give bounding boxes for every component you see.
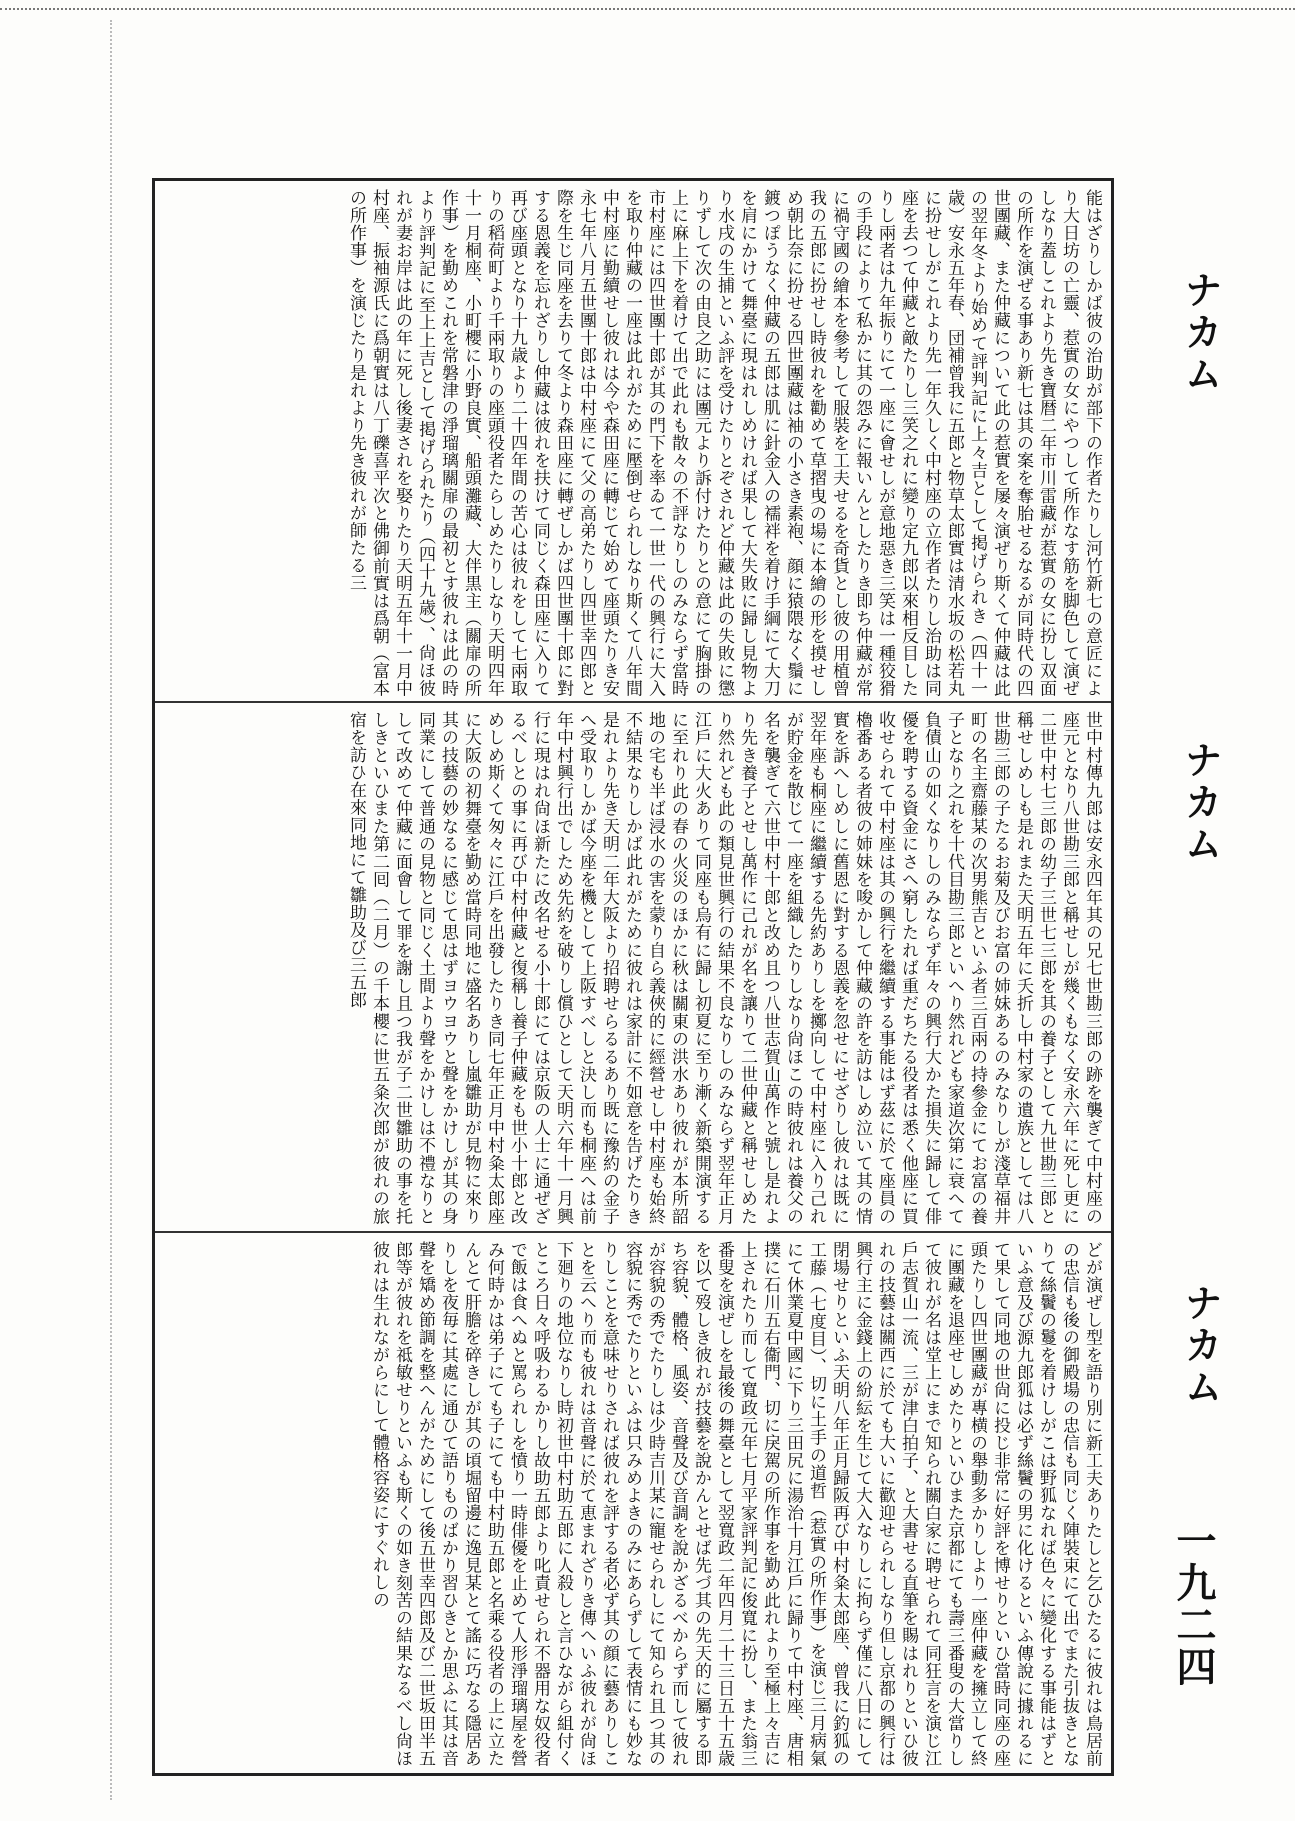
running-header-top: ナカム [1178,270,1222,396]
divider-rule-upper [155,701,1111,703]
text-block-bottom: どが演ぜし型を語り別に新工夫ありたしと乞ひたるに彼れは鳥居前の忠信も後の御殿場の忠信も同じく陣裝束にて出でまた引抜きとなりて絲鬢の鬘を着けしがこは野狐なれば色々に變化する事能はずといふ意及び源九郎狐は必ず絲鬢の男に化けるといふ傳說に據れるにて果して同地の世尙に投じ非常に好評を博せりといひ當時同座の座頭たりし四世團藏が專横の舉動多かりしより一座仲藏を擁立して終に團藏を退座せしめたりといひまた京都にても壽三番叟の大當りして彼れが名は堂上にまで知られ關白家に聘せられて同狂言を演じ江戶志賀山一流、三が津白拍子、と大書せる直筆を賜はれりといひ彼れの技藝は關西に於ても大いに歡迎せられしなり但し京都の興行は興行主に金錢上の紛紜を生じて大入なりしに拘らず僅に八日にして閉場せりといふ天明八年正月歸阪再び中村粂太郎座、曾我に釣狐の工藤（七度目）、切に土手の道哲（惹實の所作事）を演じ三月病氣にて休業夏中國に下り三田尻に湯治十月江戶に歸りて中村座、唐相撲に石川五右衞門、切に戾駕の所作事を勤め此れより至極上々吉に上されたり而して寬政元年七月平家評判記に俊寬に扮し、また翁三番叟を演ぜしを最後の舞臺として翌寬政二年四月二十三日五十五歳を以て歿しき彼れが技藝を說かんとせば先づ其の先天的に屬する即ち容貌、體格、風姿、音聲及び音調を說かざるべからず而して彼れが容貌の秀でたりしは少時吉川某に寵せられしにて知られ且つ其の容貌に秀でたりといふは只みめよきのみにあらずして表情にも妙なりしことを意味せりされば彼れを評する者必ず其の顔に藝ありしことを云へり而も彼れは音聲に於て恵まれざりき傳へいふ彼れが尙ほ下廻りの地位なりし時初世中村助五郎に人殺しと言ひながら組付くところ日々呼吸わるかりし故助五郎より叱責せられ不器用な奴役者で飯は食へぬと罵られしを憤り一時俳優を止めて人形淨瑠璃屋を營み何時かは弟子にても子にても中村助五郎と名乘る役者の上に立たんとて肝膽を碎きしが其の頃堀留邊に逸見某とて謠に巧なる隱居ありしを夜毎に其處に通ひて語りものばかり習ひきとか思ふに其は音聲を矯め節調を整へんがためにして後五世幸四郎及び二世坂田半五郎等が彼れを祗敏せりといふも斯くの如き刻苦の結果なるべし尙ほ彼れは生れながらにして體格容姿にすぐれしの [369,1241,1102,1767]
running-header-bottom: ナカム [1178,1283,1222,1409]
page-number: 一九二四 [1170,1520,1217,1688]
text-block-middle: 世中村傳九郎は安永四年其の兄七世勘三郎の跡を襲ぎて中村座の座元となり八世勘三郎と稱せしが幾くもなく安永六年に死し更に二世中村七三郎の幼子三世七三郎を其の養子として九世勘三郎と稱せしめしも是れまた天明五年に夭折し中村家の遺族としては八世勘三郎の子たるお菊及びお富の姉妹あるのみなりしが淺草福井町の名主齋藤某の次男熊吉といふ者三百兩の持參金にてお富の養子となり之れを十代目勘三郎といへり然れども家道次第に衰へて負債山の如くなりしのみならず年々の興行大かた損失に歸して俳優を聘する資金にさへ窮したれば重だちたる役者は悉く他座に買收せられて中村座は其の興行を繼續する事能はず茲に於て座員の櫓番ある者彼の姉妹を唆かして仲藏の許を訪はしめ泣いて其の情實を訴へしめしに舊恩に對する恩義を忽せにせざりし彼れは既に翌年座も桐座に繼續する先約ありしを擲向して中村座に入り己れが貯金を散じて一座を組織したりしなり尙ほこの時彼れは養父の名を襲ぎて六世中村十郎と改め且つ八世志賀山萬作と號し是れより先き養子とせし萬作に己れが名を讓りて二世仲藏と稱せしめたり然れども此の類見世興行の結果不良なりしのみならず翌年正月江戶に大火ありて同座も烏有に歸し初夏に至り漸く新築開演するに至れり此の春の火災のほかに秋は關東の洪水あり彼れが本所韶地の宅も半ば浸水の害を蒙り自ら義俠的に經營せし中村座も始終不結果なりしかば此れがために彼れは家計に不如意を告げたりき是れより先き天明二年大阪より招聘せらるるあり既に豫約の金子へ受取りしかば今座を機として上阪すべしと決し而も桐座へは前年中村興行出でしため先約を破りし償ひとして天明六年十一月興行に現はれ尙ほ新たに改名せる小十郎にては京阪の人士に通ぜざるべしとの事に再び中村仲藏と復稱し養子仲藏をも世小十郎と改めしめ斯くて匆々に江戶を出發したりき同七年正月中村粂太郎座に大阪の初舞臺を勤め當時同地に盛名ありし嵐雛助が見物に來り其の技藝の妙なるに感じて思はずヨウヨウと聲をかけしが其の身同業にして普通の見物と同じく土間より聲をかけしは不禮なりとして改めて仲藏に面會して罪を謝し且つ我が子二世雛助の事を托しきといひまた第二囘（二月）の千本櫻に世五粂次郎が彼れの旅宿を訪ひ在來同地にて雛助及び三五郎 [346,711,1102,1225]
binding-gutter [110,20,118,1800]
text-block-top: 能はざりしかば彼の治助が部下の作者たりし河竹新七の意匠により大日坊の亡靈、惹實の女にやつして所作なす筋を脚色して演ぜしなり蓋しこれより先き寶暦二年市川雷藏が惹實の女に扮し双面の所作を演ぜる事あり新七は其の案を奪胎せるなるが同時代の四世團藏、また仲藏について此の惹實を屡々演ぜり斯くて仲藏は此の翌年冬より始めて評判記に上々吉として掲げられき（四十一歳）安永五年春、団補曾我に五郎と物草太郎實は清水坂の松若丸に扮せしがこれより先一年久しく中村座の立作者たりし治助は同座を去つて仲藏と敵たりし三笑之れに變り定九郎以來相反目したりし兩者は九年振りにて一座に會せしが意地惡き三笑は一種狡猾の手段によりて私かに其の怨みに報いんとしたりき即ち仲藏が常に禍守國の繪本を參考して服裝を工夫せるを奇貨とし彼の用植曾我の五郎に扮せし時彼れを勸めて草摺曳の場に本繪の形を摸せしめ朝比奈に扮せる四世團藏は袖の小さき素袍、顔に猿隈なく鬚に鍍つぽうなく仲藏の五郎は肌に針金入の襦袢を着け手綱にて大刀を肩にかけて舞臺に現はれしめければ果して大失敗に歸し見物より水戌の生捕といふ評を受けたりとぞされど仲藏は此の失敗に懲りずして次の由良之助には團元より訴付けたりとの意にて胸掛の上に麻上下を着けて出で此れも散々の不評なりしのみならず當時市村座には四世團十郎が其の門下を率ゐて一世一代の興行に大入を取り仲藏の一座は此れがために壓倒せられしなり斯くて八年間中村座に勤續せし彼れは今や森田座に轉じて始めて座頭たりき安永七年八月五世團十郎は中村座にて父の高弟たりし四世幸四郎と際を生じ同座を去りて冬より森田座に轉ぜしかば四世團十郎に對する恩義を忘れざりし仲藏は彼れを扶けて同じく森田座に入りて再び座頭となり十九歳より二十四年間の苦心は彼れをして七兩取りの稻荷町より千兩取りの座頭役者たらしめたりしなり天明四年十一月桐座、小町櫻に小野良實、船頭灘藏、大伴黒主（關扉の所作事）を勤めこれを常磐津の淨瑠璃關扉の最初とす彼れは此の時より評判記に至上上吉として掲げられたり（四十九歳）、尙ほ彼れが妻お岸は此の年に死し後妻されを娶りたり天明五年十一月中村座、振袖源氏に爲朝實は八丁礫喜平次と佛御前實は爲朝（富本の所作事）を演じたり是れより先き彼れが師たる三 [346,189,1102,697]
running-header-middle: ナカム [1178,740,1222,866]
divider-rule-lower [155,1231,1111,1233]
text-frame [152,178,1114,1776]
top-dotted-rule [0,0,1295,10]
